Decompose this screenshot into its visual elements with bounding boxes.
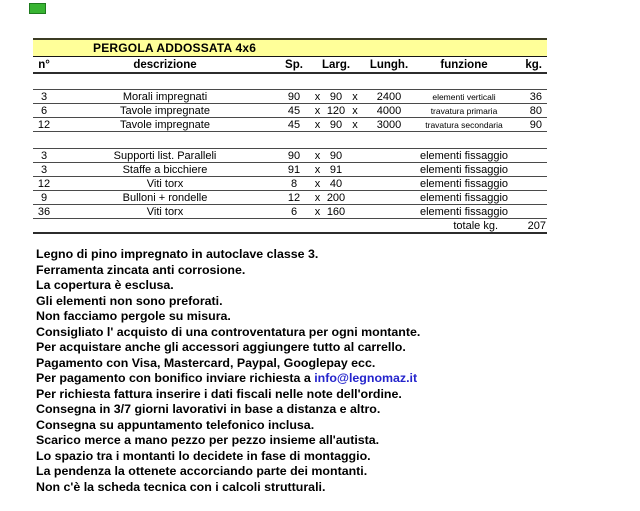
cell-sp: 91	[287, 163, 301, 176]
note-line: Consegna su appuntamento telefonico inclusa.	[36, 417, 315, 432]
cell-n: 9	[40, 191, 48, 204]
cell-descrizione: Supporti list. Paralleli	[113, 149, 217, 162]
table-row	[33, 149, 547, 163]
cell-x: x	[314, 90, 321, 103]
cell-n: 3	[40, 149, 48, 162]
col-header-larg: Larg.	[322, 58, 351, 71]
cell-x: x	[314, 104, 321, 117]
cell-lungh: 2400	[376, 90, 402, 103]
table-row	[33, 118, 547, 132]
cell-descrizione: Viti torx	[146, 177, 184, 190]
col-header-sp: Sp.	[285, 58, 303, 71]
total-value: 207	[527, 219, 546, 232]
green-marker-icon	[29, 3, 46, 14]
cell-n: 12	[37, 177, 51, 190]
cell-funzione: elementi fissaggio	[419, 163, 509, 176]
table-row	[33, 205, 547, 219]
table-gap	[33, 74, 547, 89]
cell-funzione: elementi fissaggio	[419, 149, 509, 162]
cell-descrizione: Viti torx	[146, 205, 184, 218]
note-line: Non c'è la scheda tecnica con i calcoli strutturali.	[36, 479, 326, 494]
cell-x: x	[352, 118, 358, 131]
cell-x: x	[314, 205, 321, 218]
cell-funzione: travatura secondaria	[425, 119, 503, 130]
cell-descrizione: Tavole impregnate	[120, 118, 210, 131]
table-row	[33, 104, 547, 118]
cell-larg: 40	[329, 177, 343, 190]
cell-funzione: elementi verticali	[432, 91, 496, 102]
note-line: La copertura è esclusa.	[36, 278, 174, 292]
cell-n: 36	[37, 205, 51, 218]
cell-sp: 6	[290, 205, 298, 218]
cell-x: x	[314, 149, 321, 162]
timber-section	[33, 89, 547, 132]
cell-descrizione: Morali impregnati	[122, 90, 208, 103]
total-row	[33, 219, 547, 234]
note-line: Non facciamo pergole su misura.	[36, 309, 231, 323]
cell-x: x	[314, 118, 321, 131]
cell-kg: 80	[529, 104, 542, 117]
cell-x: x	[352, 90, 358, 103]
cell-x: x	[314, 177, 321, 190]
cell-larg: 120	[326, 104, 346, 117]
cell-x: x	[352, 104, 358, 117]
cell-larg: 91	[329, 163, 343, 176]
cell-kg: 36	[529, 90, 542, 103]
bonifico-text: Per pagamento con bonifico inviare richiesta a	[36, 371, 315, 385]
cell-larg: 160	[326, 205, 346, 218]
note-line: Consegna in 3/7 giorni lavorativi in base a distanza e altro.	[36, 402, 381, 416]
notes-block	[36, 247, 596, 495]
note-line: Lo spazio tra i montanti lo decidete in fase di montaggio.	[36, 448, 371, 463]
cell-larg: 90	[329, 149, 343, 162]
table-row	[33, 177, 547, 191]
col-header-lungh: Lungh.	[369, 58, 409, 71]
cell-sp: 12	[287, 191, 301, 204]
cell-x: x	[314, 163, 321, 176]
col-header-descrizione: descrizione	[133, 58, 197, 71]
note-line-bonifico	[36, 371, 596, 387]
cell-descrizione: Tavole impregnate	[120, 104, 210, 117]
cell-larg: 90	[329, 90, 343, 103]
cell-sp: 90	[287, 149, 301, 162]
materials-table	[33, 38, 547, 234]
cell-lungh: 4000	[376, 104, 402, 117]
cell-x: x	[314, 191, 321, 204]
cell-funzione: elementi fissaggio	[419, 205, 509, 218]
total-label: totale kg.	[453, 219, 498, 232]
cell-n: 3	[40, 163, 48, 176]
cell-sp: 45	[287, 118, 301, 131]
cell-n: 3	[40, 90, 48, 103]
cell-descrizione: Bulloni + rondelle	[122, 191, 208, 204]
note-line: Pagamento con Visa, Mastercard, Paypal, Googlepay ecc.	[36, 355, 376, 370]
cell-sp: 90	[287, 90, 301, 103]
cell-larg: 200	[326, 191, 346, 204]
email-link[interactable]: info@legnomaz.it	[314, 371, 418, 385]
cell-sp: 45	[287, 104, 301, 117]
table-row	[33, 163, 547, 177]
table-gap	[33, 132, 547, 148]
cell-funzione: travatura primaria	[430, 105, 498, 116]
note-line: Ferramenta zincata anti corrosione.	[36, 262, 246, 277]
table-header-row	[33, 57, 547, 74]
cell-n: 12	[37, 118, 51, 131]
cell-sp: 8	[290, 177, 298, 190]
table-row	[33, 191, 547, 205]
cell-descrizione: Staffe a bicchiere	[122, 163, 208, 176]
cell-lungh: 3000	[376, 118, 402, 131]
note-line: Scarico merce a mano pezzo per pezzo insieme all'autista.	[36, 433, 380, 447]
table-title-band	[33, 38, 547, 57]
note-line: Consigliato l' acquisto di una controventatura per ogni montante.	[36, 324, 421, 339]
cell-funzione: elementi fissaggio	[419, 177, 509, 190]
note-line: Gli elementi non sono preforati.	[36, 293, 223, 308]
hardware-section	[33, 148, 547, 219]
col-header-n: n°	[38, 58, 50, 71]
note-line: Legno di pino impregnato in autoclave classe 3.	[36, 247, 319, 261]
note-line: Per acquistare anche gli accessori aggiungere tutto al carrello.	[36, 340, 406, 354]
table-row	[33, 90, 547, 104]
col-header-kg: kg.	[525, 58, 542, 71]
cell-kg: 90	[529, 118, 542, 131]
cell-n: 6	[40, 104, 48, 117]
col-header-funzione: funzione	[440, 58, 488, 71]
note-line: La pendenza la ottenete accorciando parte dei montanti.	[36, 464, 368, 478]
table-title: PERGOLA ADDOSSATA 4x6	[93, 41, 257, 55]
cell-funzione: elementi fissaggio	[419, 191, 509, 204]
note-line: Per richiesta fattura inserire i dati fiscali nelle note dell'ordine.	[36, 386, 402, 401]
cell-larg: 90	[329, 118, 343, 131]
